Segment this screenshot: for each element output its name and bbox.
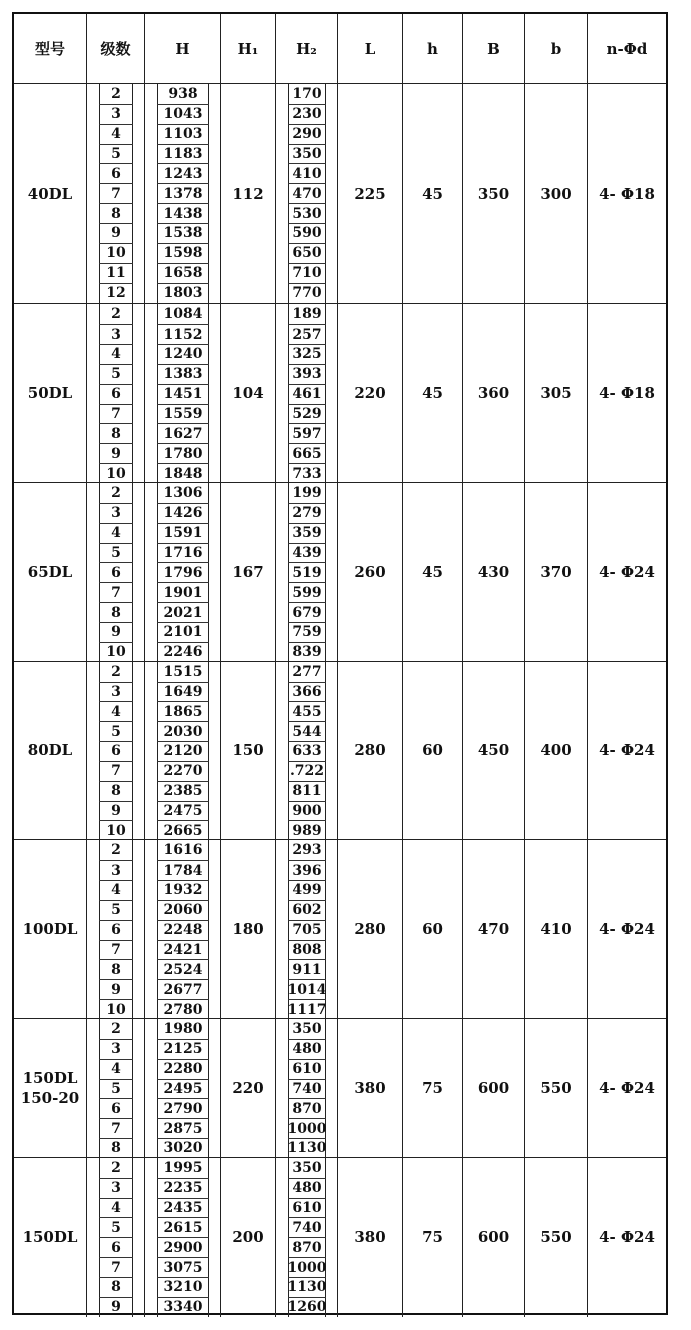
hole-spec-cell: 4- Φ24: [599, 1228, 655, 1247]
stage-cell: 8: [99, 203, 133, 223]
stage-cell: 2: [111, 85, 121, 102]
h2-value-cell: 597: [288, 423, 326, 443]
header-h2-col: H₂: [276, 14, 338, 84]
h2-value-cell: 544: [288, 721, 326, 741]
stage-cell: 4: [99, 701, 133, 721]
h2-value-cell: 257: [288, 324, 326, 344]
stage-cell: 9: [99, 443, 133, 463]
h-value-cell: 2270: [157, 761, 209, 781]
h2-value-cell: 1000: [288, 1257, 326, 1277]
stage-cell: 3: [99, 860, 133, 880]
h-value-cell: 1451: [157, 384, 209, 404]
h-value-cell: 2524: [157, 959, 209, 979]
stage-cell: 3: [99, 682, 133, 702]
b-lower-cell: 550: [525, 1019, 588, 1158]
stage-cell: 7: [99, 1118, 133, 1138]
b-upper-cell: 470: [463, 840, 525, 1019]
h2-value-cell: 911: [288, 959, 326, 979]
b-upper-cell: 450: [463, 662, 525, 841]
h-value-cell: 1438: [157, 203, 209, 223]
h2-value-cell: 230: [288, 104, 326, 124]
stage-cell: 9: [99, 1297, 133, 1317]
stage-cell: 10: [99, 642, 133, 662]
h2-value-cell: 530: [288, 203, 326, 223]
h2-value-cell: 733: [288, 463, 326, 483]
h2-value-cell: 1130: [288, 1138, 326, 1158]
h-value-cell: 2615: [157, 1217, 209, 1237]
h-value-cell: 1152: [157, 324, 209, 344]
h1-cell: 167: [221, 483, 276, 662]
stage-cell: 4: [99, 1059, 133, 1079]
h2-value-cell: 770: [288, 283, 326, 303]
h1-cell: 150: [221, 662, 276, 841]
stage-cell: 4: [99, 124, 133, 144]
stage-cell: 5: [99, 543, 133, 563]
h-value-cell: 2120: [157, 741, 209, 761]
h2-value-cell: 277: [292, 663, 322, 680]
h2-value-cell: 1130: [288, 1277, 326, 1297]
h2-value-cell: 325: [288, 344, 326, 364]
h2-value-cell: 170: [292, 85, 322, 102]
l-cell: 220: [338, 304, 403, 483]
h-value-cell: 1995: [163, 1159, 203, 1176]
b-lower-cell: 305: [525, 304, 588, 483]
h2-value-cell: 870: [288, 1098, 326, 1118]
b-lower-cell: 400: [525, 662, 588, 841]
stage-cell: 6: [99, 1098, 133, 1118]
h-small-cell: 45: [403, 84, 463, 304]
h-value-cell: 2246: [157, 642, 209, 662]
stage-cell: 6: [99, 562, 133, 582]
header-h-small-col: h: [403, 14, 463, 84]
h2-value-cell: 519: [288, 562, 326, 582]
h-value-cell: 3075: [157, 1257, 209, 1277]
h-value-cell: 2101: [157, 622, 209, 642]
h2-value-cell: 350: [288, 144, 326, 164]
stage-cell: 7: [99, 183, 133, 203]
stage-cell: 3: [99, 104, 133, 124]
h2-value-cell: 455: [288, 701, 326, 721]
l-cell: 380: [338, 1019, 403, 1158]
stage-cell: 7: [99, 940, 133, 960]
stage-cell: 8: [99, 423, 133, 443]
h-value-cell: 1616: [163, 842, 203, 859]
h-value-cell: 1084: [163, 306, 203, 323]
h2-value-cell: 610: [288, 1059, 326, 1079]
h-value-cell: 2385: [157, 781, 209, 801]
stage-cell: 2: [111, 1020, 121, 1037]
b-lower-cell: 370: [525, 483, 588, 662]
h-value-cell: 2280: [157, 1059, 209, 1079]
h2-value-cell: 590: [288, 223, 326, 243]
b-lower-cell: 550: [525, 1158, 588, 1317]
h-value-cell: 2790: [157, 1098, 209, 1118]
stage-cell: 7: [99, 761, 133, 781]
stage-cell: 6: [99, 163, 133, 183]
h-value-cell: 1538: [157, 223, 209, 243]
header-l-col: L: [338, 14, 403, 84]
stage-cell: 5: [99, 1079, 133, 1099]
h-value-cell: 1980: [163, 1020, 203, 1037]
stage-cell: 3: [99, 1039, 133, 1059]
h2-value-cell: 1117: [288, 999, 326, 1019]
model-cell: 65DL: [14, 483, 87, 662]
stage-cell: 7: [99, 1257, 133, 1277]
h-value-cell: 2475: [157, 801, 209, 821]
h-value-cell: 2665: [157, 820, 209, 840]
stage-cell: 10: [99, 463, 133, 483]
model-cell: 50DL: [14, 304, 87, 483]
h2-value-cell: 740: [288, 1079, 326, 1099]
h-value-cell: 1780: [157, 443, 209, 463]
h-value-cell: 2248: [157, 920, 209, 940]
h2-value-cell: 290: [288, 124, 326, 144]
model-line: 150-20: [20, 1088, 80, 1107]
hole-spec-cell: 4- Φ24: [588, 483, 666, 662]
stage-cell: 4: [99, 523, 133, 543]
stage-cell: 7: [99, 404, 133, 424]
h-value-cell: 3020: [157, 1138, 209, 1158]
hole-spec-cell: 4- Φ24: [588, 662, 666, 841]
header-b-lower-col: b: [525, 14, 588, 84]
h2-value-cell: 839: [288, 642, 326, 662]
h2-value-cell: 705: [288, 920, 326, 940]
h2-value-cell: 870: [288, 1237, 326, 1257]
h2-value-cell: 679: [288, 602, 326, 622]
h2-value-cell: 393: [288, 364, 326, 384]
h2-value-cell: 396: [288, 860, 326, 880]
h-value-cell: 1591: [157, 523, 209, 543]
h-small-cell: 60: [403, 840, 463, 1019]
model-cell: 80DL: [14, 662, 87, 841]
h2-value-cell: 665: [288, 443, 326, 463]
stage-cell: 3: [99, 503, 133, 523]
stage-cell: 8: [99, 602, 133, 622]
h-value-cell: 1306: [163, 484, 203, 501]
h-small-cell: 45: [403, 483, 463, 662]
stage-cell: 10: [99, 999, 133, 1019]
stage-cell: 12: [99, 283, 133, 303]
h-value-cell: 1627: [157, 423, 209, 443]
h2-value-cell: 633: [288, 741, 326, 761]
h2-value-cell: 602: [288, 900, 326, 920]
h2-value-cell: 439: [288, 543, 326, 563]
b-upper-cell: 430: [463, 483, 525, 662]
stage-cell: 8: [99, 781, 133, 801]
h-value-cell: 2677: [157, 979, 209, 999]
h2-value-cell: 529: [288, 404, 326, 424]
h-value-cell: 1183: [157, 144, 209, 164]
h2-value-cell: 480: [288, 1178, 326, 1198]
h2-value-cell: 650: [288, 243, 326, 263]
h-value-cell: 1649: [157, 682, 209, 702]
h2-value-cell: 189: [292, 306, 322, 323]
h-value-cell: 2021: [157, 602, 209, 622]
h-value-cell: 2421: [157, 940, 209, 960]
stage-cell: 11: [99, 263, 133, 283]
h-value-cell: 1243: [157, 163, 209, 183]
h-value-cell: 1598: [157, 243, 209, 263]
stage-cell: 5: [99, 900, 133, 920]
h2-value-cell: .722: [288, 761, 326, 781]
h-value-cell: 2495: [157, 1079, 209, 1099]
h-value-cell: 2780: [157, 999, 209, 1019]
stage-cell: 6: [99, 741, 133, 761]
h2-value-cell: 610: [288, 1198, 326, 1218]
h1-cell: 220: [221, 1019, 276, 1158]
h2-value-cell: 1260: [288, 1297, 326, 1317]
h-value-cell: 1240: [157, 344, 209, 364]
stage-cell: 9: [99, 979, 133, 999]
h-value-cell: 1932: [157, 880, 209, 900]
b-lower-cell: 410: [525, 840, 588, 1019]
l-cell: 380: [338, 1158, 403, 1317]
h2-value-cell: 1000: [288, 1118, 326, 1138]
model-cell: 40DL: [14, 84, 87, 304]
h2-value-cell: 366: [288, 682, 326, 702]
h2-value-cell: 279: [288, 503, 326, 523]
stage-cell: 8: [99, 1277, 133, 1297]
h-value-cell: 1426: [157, 503, 209, 523]
l-cell: 280: [338, 840, 403, 1019]
l-cell: 260: [338, 483, 403, 662]
h-value-cell: 2900: [157, 1237, 209, 1257]
b-upper-cell: 360: [463, 304, 525, 483]
stage-cell: 3: [99, 1178, 133, 1198]
h-value-cell: 3210: [157, 1277, 209, 1297]
h-value-cell: 2125: [157, 1039, 209, 1059]
b-upper-cell: 600: [463, 1158, 525, 1317]
h2-value-cell: 710: [288, 263, 326, 283]
b-upper-cell: 600: [463, 1019, 525, 1158]
l-cell: 280: [338, 662, 403, 841]
h-value-cell: 1865: [157, 701, 209, 721]
h-value-cell: 2235: [157, 1178, 209, 1198]
stage-cell: 5: [99, 364, 133, 384]
h-value-cell: 2060: [157, 900, 209, 920]
stage-cell: 5: [99, 1217, 133, 1237]
hole-spec-cell: 4- Φ18: [588, 304, 666, 483]
b-lower-cell: 300: [525, 84, 588, 304]
stage-cell: 9: [99, 801, 133, 821]
h-value-cell: 1848: [157, 463, 209, 483]
h-value-cell: 1515: [163, 663, 203, 680]
hole-spec-cell: 4- Φ24: [588, 1019, 666, 1158]
h-value-cell: 1383: [157, 364, 209, 384]
b-upper-cell: 350: [463, 84, 525, 304]
h-small-cell: 60: [403, 662, 463, 841]
h2-value-cell: 740: [288, 1217, 326, 1237]
header-hole-col: n-Φd: [588, 14, 666, 84]
hole-spec-cell: 4- Φ24: [588, 840, 666, 1019]
h-value-cell: 1378: [157, 183, 209, 203]
h1-cell: 180: [221, 840, 276, 1019]
stage-cell: 2: [111, 842, 121, 859]
h2-value-cell: 599: [288, 582, 326, 602]
h-value-cell: 1658: [157, 263, 209, 283]
h2-value-cell: 410: [288, 163, 326, 183]
h-value-cell: 1901: [157, 582, 209, 602]
model-cell: 100DL: [14, 840, 87, 1019]
h1-cell: 200: [221, 1158, 276, 1317]
h-value-cell: 1803: [157, 283, 209, 303]
stage-cell: 10: [99, 243, 133, 263]
h2-value-cell: 499: [288, 880, 326, 900]
stage-cell: 9: [99, 223, 133, 243]
h2-value-cell: 461: [288, 384, 326, 404]
h2-value-cell: 359: [288, 523, 326, 543]
h1-cell: 104: [221, 304, 276, 483]
stage-cell: 10: [99, 820, 133, 840]
l-cell: 225: [338, 84, 403, 304]
hole-spec-cell: 4- Φ18: [588, 84, 666, 304]
model-cell: 150DL: [14, 1158, 87, 1317]
h-small-cell: 75: [403, 1019, 463, 1158]
h1-cell: 112: [221, 84, 276, 304]
stage-cell: 4: [99, 344, 133, 364]
h-value-cell: 1043: [157, 104, 209, 124]
h-value-cell: 1784: [157, 860, 209, 880]
stage-cell: 6: [99, 1237, 133, 1257]
stage-cell: 4: [99, 1198, 133, 1218]
h2-value-cell: 350: [292, 1159, 322, 1176]
header-b-upper-col: B: [463, 14, 525, 84]
stage-cell: 5: [99, 721, 133, 741]
stage-cell: 5: [99, 144, 133, 164]
stage-cell: 7: [99, 582, 133, 602]
stage-cell: 8: [99, 1138, 133, 1158]
h-value-cell: 2030: [157, 721, 209, 741]
h2-value-cell: 989: [288, 820, 326, 840]
stage-cell: 9: [99, 622, 133, 642]
h-value-cell: 938: [168, 85, 198, 102]
h-value-cell: 2435: [157, 1198, 209, 1218]
h-value-cell: 2875: [157, 1118, 209, 1138]
model-cell: [14, 1019, 87, 1158]
h-value-cell: 1716: [157, 543, 209, 563]
header-h1-col: H₁: [221, 14, 276, 84]
h2-value-cell: 811: [288, 781, 326, 801]
header-h-total-col: H: [145, 14, 221, 84]
stage-cell: 2: [111, 484, 121, 501]
h2-value-cell: 759: [288, 622, 326, 642]
model-line: 150DL: [22, 1068, 78, 1087]
h2-value-cell: 480: [288, 1039, 326, 1059]
stage-cell: 2: [111, 1159, 121, 1176]
h2-value-cell: 1014: [288, 979, 326, 999]
h2-value-cell: 470: [288, 183, 326, 203]
header-stage-col: 级数: [87, 14, 145, 84]
h-value-cell: 1103: [157, 124, 209, 144]
stage-cell: 4: [99, 880, 133, 900]
h-value-cell: 3340: [157, 1297, 209, 1317]
h-small-cell: 75: [403, 1158, 463, 1317]
h2-value-cell: 900: [288, 801, 326, 821]
h-value-cell: 1796: [157, 562, 209, 582]
stage-cell: 2: [111, 306, 121, 323]
spec-table: [12, 12, 668, 1315]
h2-value-cell: 293: [292, 842, 322, 859]
stage-cell: 2: [111, 663, 121, 680]
header-model-col: 型号: [14, 14, 87, 84]
stage-cell: 3: [99, 324, 133, 344]
stage-cell: 6: [99, 384, 133, 404]
h2-value-cell: 350: [292, 1020, 322, 1037]
h2-value-cell: 808: [288, 940, 326, 960]
stage-cell: 6: [99, 920, 133, 940]
stage-cell: 8: [99, 959, 133, 979]
h2-value-cell: 199: [292, 484, 322, 501]
h-value-cell: 1559: [157, 404, 209, 424]
h-small-cell: 45: [403, 304, 463, 483]
